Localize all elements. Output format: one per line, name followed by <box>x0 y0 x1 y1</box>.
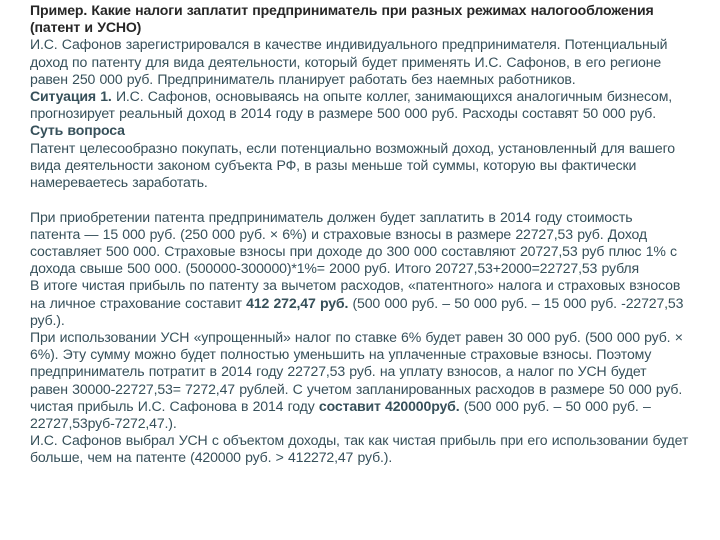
patent-result-suffix: (500 000 руб. – 50 000 руб. – 15 000 руб. -22727,53 <box>348 294 684 311</box>
usn-calculation <box>30 329 718 432</box>
intro-line: И.С. Сафонов зарегистрировался в качестве индивидуального предпринимателя. Потенциальный <box>30 36 668 53</box>
patent-result-prefix: на личное страхование составит <box>30 294 247 311</box>
patent-calculation <box>30 209 718 278</box>
question-section <box>30 122 718 191</box>
patent-line: При приобретении патента предприниматель должен будет заплатить в 2014 году стоимость <box>30 208 633 225</box>
usn-line-6: 22727,53руб-7272,47.). <box>30 414 177 431</box>
patent-result-line-3: руб.). <box>30 311 65 328</box>
patent-line: патента — 15 000 руб. (250 000 руб. × 6%) и страховые взносы в размере 22727,53 руб. Доход <box>30 225 648 242</box>
conclusion-line: И.С. Сафонов выбрал УСН с объектом доходы, так как чистая прибыль при его использовании будет <box>30 432 689 449</box>
intro-line: доход по патенту для вида деятельности, который будет применять И.С. Сафонов, в его регионе <box>30 53 662 70</box>
usn-profit-prefix: чистая прибыль И.С. Сафонова в 2014 году <box>30 397 319 414</box>
usn-profit-suffix: (500 000 руб. – 50 000 руб. – <box>459 397 651 414</box>
patent-result <box>30 277 718 329</box>
situation-label: Ситуация 1. <box>30 87 112 104</box>
situation-paragraph <box>30 88 718 122</box>
question-line: Патент целесообразно покупать, если потенциально возможный доход, установленный для вашего <box>30 139 675 156</box>
usn-line: равен 30000-22727,53= 7272,47 рублей. С учетом запланированных расходов в размере 50 000 руб. <box>30 380 683 397</box>
usn-line: При использовании УСН «упрощенный» налог по ставке 6% будет равен 30 000 руб. (500 000 руб. × <box>30 328 683 345</box>
conclusion-line: больше, чем на патенте (420000 руб. > 412272,47 руб.). <box>30 449 393 466</box>
patent-line: дохода свыше 500 000. (500000-300000)*1%= 2000 руб. Итого 20727,53+2000=22727,53 рубля <box>30 260 639 277</box>
intro-paragraph <box>30 36 718 88</box>
question-line: вида деятельности законом субъекта РФ, в разы меньше той суммы, которую вы фактически <box>30 156 637 173</box>
document-body <box>30 2 718 466</box>
patent-result-line-1: В итоге чистая прибыль по патенту за вычетом расходов, «патентного» налога и страховых взносов <box>30 277 681 294</box>
heading <box>30 2 718 36</box>
usn-line: предприниматель потратит в 2014 году 22727,53 руб. на уплату взносов, а налог по УСН будет <box>30 363 647 380</box>
heading-line-1: Пример. Какие налоги заплатит предприниматель при разных режимах налогообложения <box>30 2 654 18</box>
situation-text: И.С. Сафонов, основываясь на опыте коллег, занимающихся аналогичным бизнесом, <box>111 87 673 104</box>
question-line: намереваетесь заработать. <box>30 173 208 190</box>
patent-line: составляет 500 000. Страховые взносы при доходе до 300 000 составляют 20727,53 руб плюс 1% с <box>30 243 677 260</box>
heading-line-2: (патент и УСНО) <box>30 19 142 36</box>
usn-line-5 <box>30 398 718 415</box>
situation-line-2: прогнозирует реальный доход в 2014 году в размере 500 000 руб. Расходы составят 50 000 руб. <box>30 105 656 122</box>
situation-line-1 <box>30 88 718 105</box>
question-title: Суть вопроса <box>30 122 125 139</box>
patent-result-line-2 <box>30 295 718 312</box>
conclusion-paragraph <box>30 432 718 466</box>
intro-line: равен 250 000 руб. Предприниматель планирует работать без наемных работников. <box>30 70 576 87</box>
paragraph-gap <box>30 191 718 209</box>
usn-profit-value: составит 420000руб. <box>318 397 460 414</box>
usn-line: 6%). Эту сумму можно будет полностью уменьшить на уплаченные страховые взносы. Поэтому <box>30 346 652 363</box>
patent-profit-value: 412 272,47 руб. <box>246 294 349 311</box>
